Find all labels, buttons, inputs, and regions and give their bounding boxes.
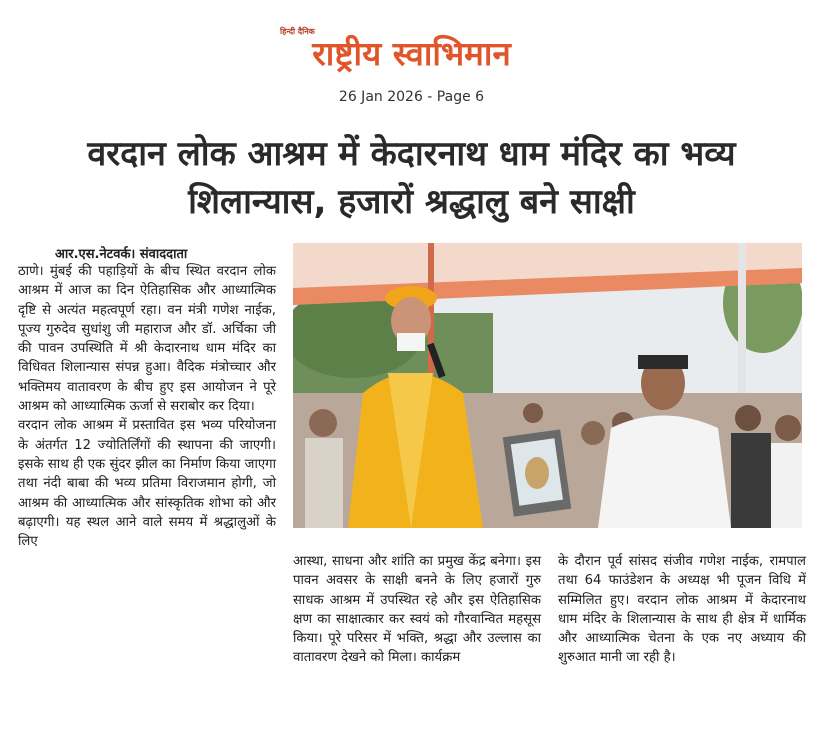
newspaper-name: राष्ट्रीय स्वाभिमान [312, 34, 511, 73]
headline-line-2: शिलान्यास, हजारों श्रद्धालु बने साक्षी [188, 182, 635, 222]
issue-date-page: 26 Jan 2026 - Page 6 [338, 89, 485, 105]
column-1-paragraph-1: ठाणे। मुंबई की पहाड़ियों के बीच स्थित वरदान लोक आश्रम में आज का दिन ऐतिहासिक और आध्यात्मिक दृष्टि से अत्यंत महत्वपूर्ण रहा। वन मंत्री गणेश नाईक, पूज्य गुरुदेव सुधांशु जी महाराज और डॉ. अर्चिका जी की पावन उपस्थिति में श्री केदारनाथ धाम मंदिर का विधिवत शिलान्यास संपन्न हुआ। वैदिक मंत्रोच्चार और भक्तिमय वातावरण के बीच हुए इस आयोजन ने पूरे आश्रम को आध्यात्मिक ऊर्जा से सराबोर कर दिया। [18, 264, 276, 415]
article-byline: आर.एस.नेटवर्क। संवाददाता [55, 247, 188, 262]
article-photo [293, 243, 802, 528]
article-headline [20, 130, 803, 226]
article-column-3 [558, 552, 806, 668]
photo-illustration [293, 243, 802, 528]
column-3-paragraph: के दौरान पूर्व सांसद संजीव गणेश नाईक, रामपाल तथा 64 फाउंडेशन के अध्यक्ष भी पूजन विधि में सम्मिलित हुए। वरदान लोक आश्रम में केदारनाथ धाम मंदिर के शिलान्यास के साथ ही क्षेत्र में धार्मिक और आध्यात्मिक चेतना के एक नए अध्याय की शुरुआत मानी जा रही है। [558, 554, 806, 666]
headline-line-1: वरदान लोक आश्रम में केदारनाथ धाम मंदिर का भव्य [87, 134, 736, 174]
column-1-paragraph-2: वरदान लोक आश्रम में प्रस्तावित इस भव्य परियोजना के अंतर्गत 12 ज्योतिर्लिंगों की स्थापना की जाएगी। इसके साथ ही एक सुंदर झील का निर्माण किया जाएगा तथा नंदी बाबा की भव्य प्रतिमा विराजमान होगी, जो आश्रम की आध्यात्मिक और सांस्कृतिक शोभा को और बढ़ाएगी। यह स्थल आने वाले समय में श्रद्धालुओं के लिए [18, 418, 276, 550]
masthead-tagline: हिन्दी दैनिक [280, 27, 315, 36]
column-2-paragraph: आस्था, साधना और शांति का प्रमुख केंद्र बनेगा। इस पावन अवसर के साक्षी बनने के लिए हजारों गुरु साधक आश्रम में उपस्थित रहे और इस ऐतिहासिक क्षण का साक्षात्कार कर स्वयं को गौरवान्वित महसूस किया। पूरे परिसर में भक्ति, श्रद्धा और उल्लास का वातावरण देखने को मिला। कार्यक्रम [293, 554, 541, 666]
article-column-2 [293, 552, 541, 668]
article-column-1 [18, 262, 276, 551]
